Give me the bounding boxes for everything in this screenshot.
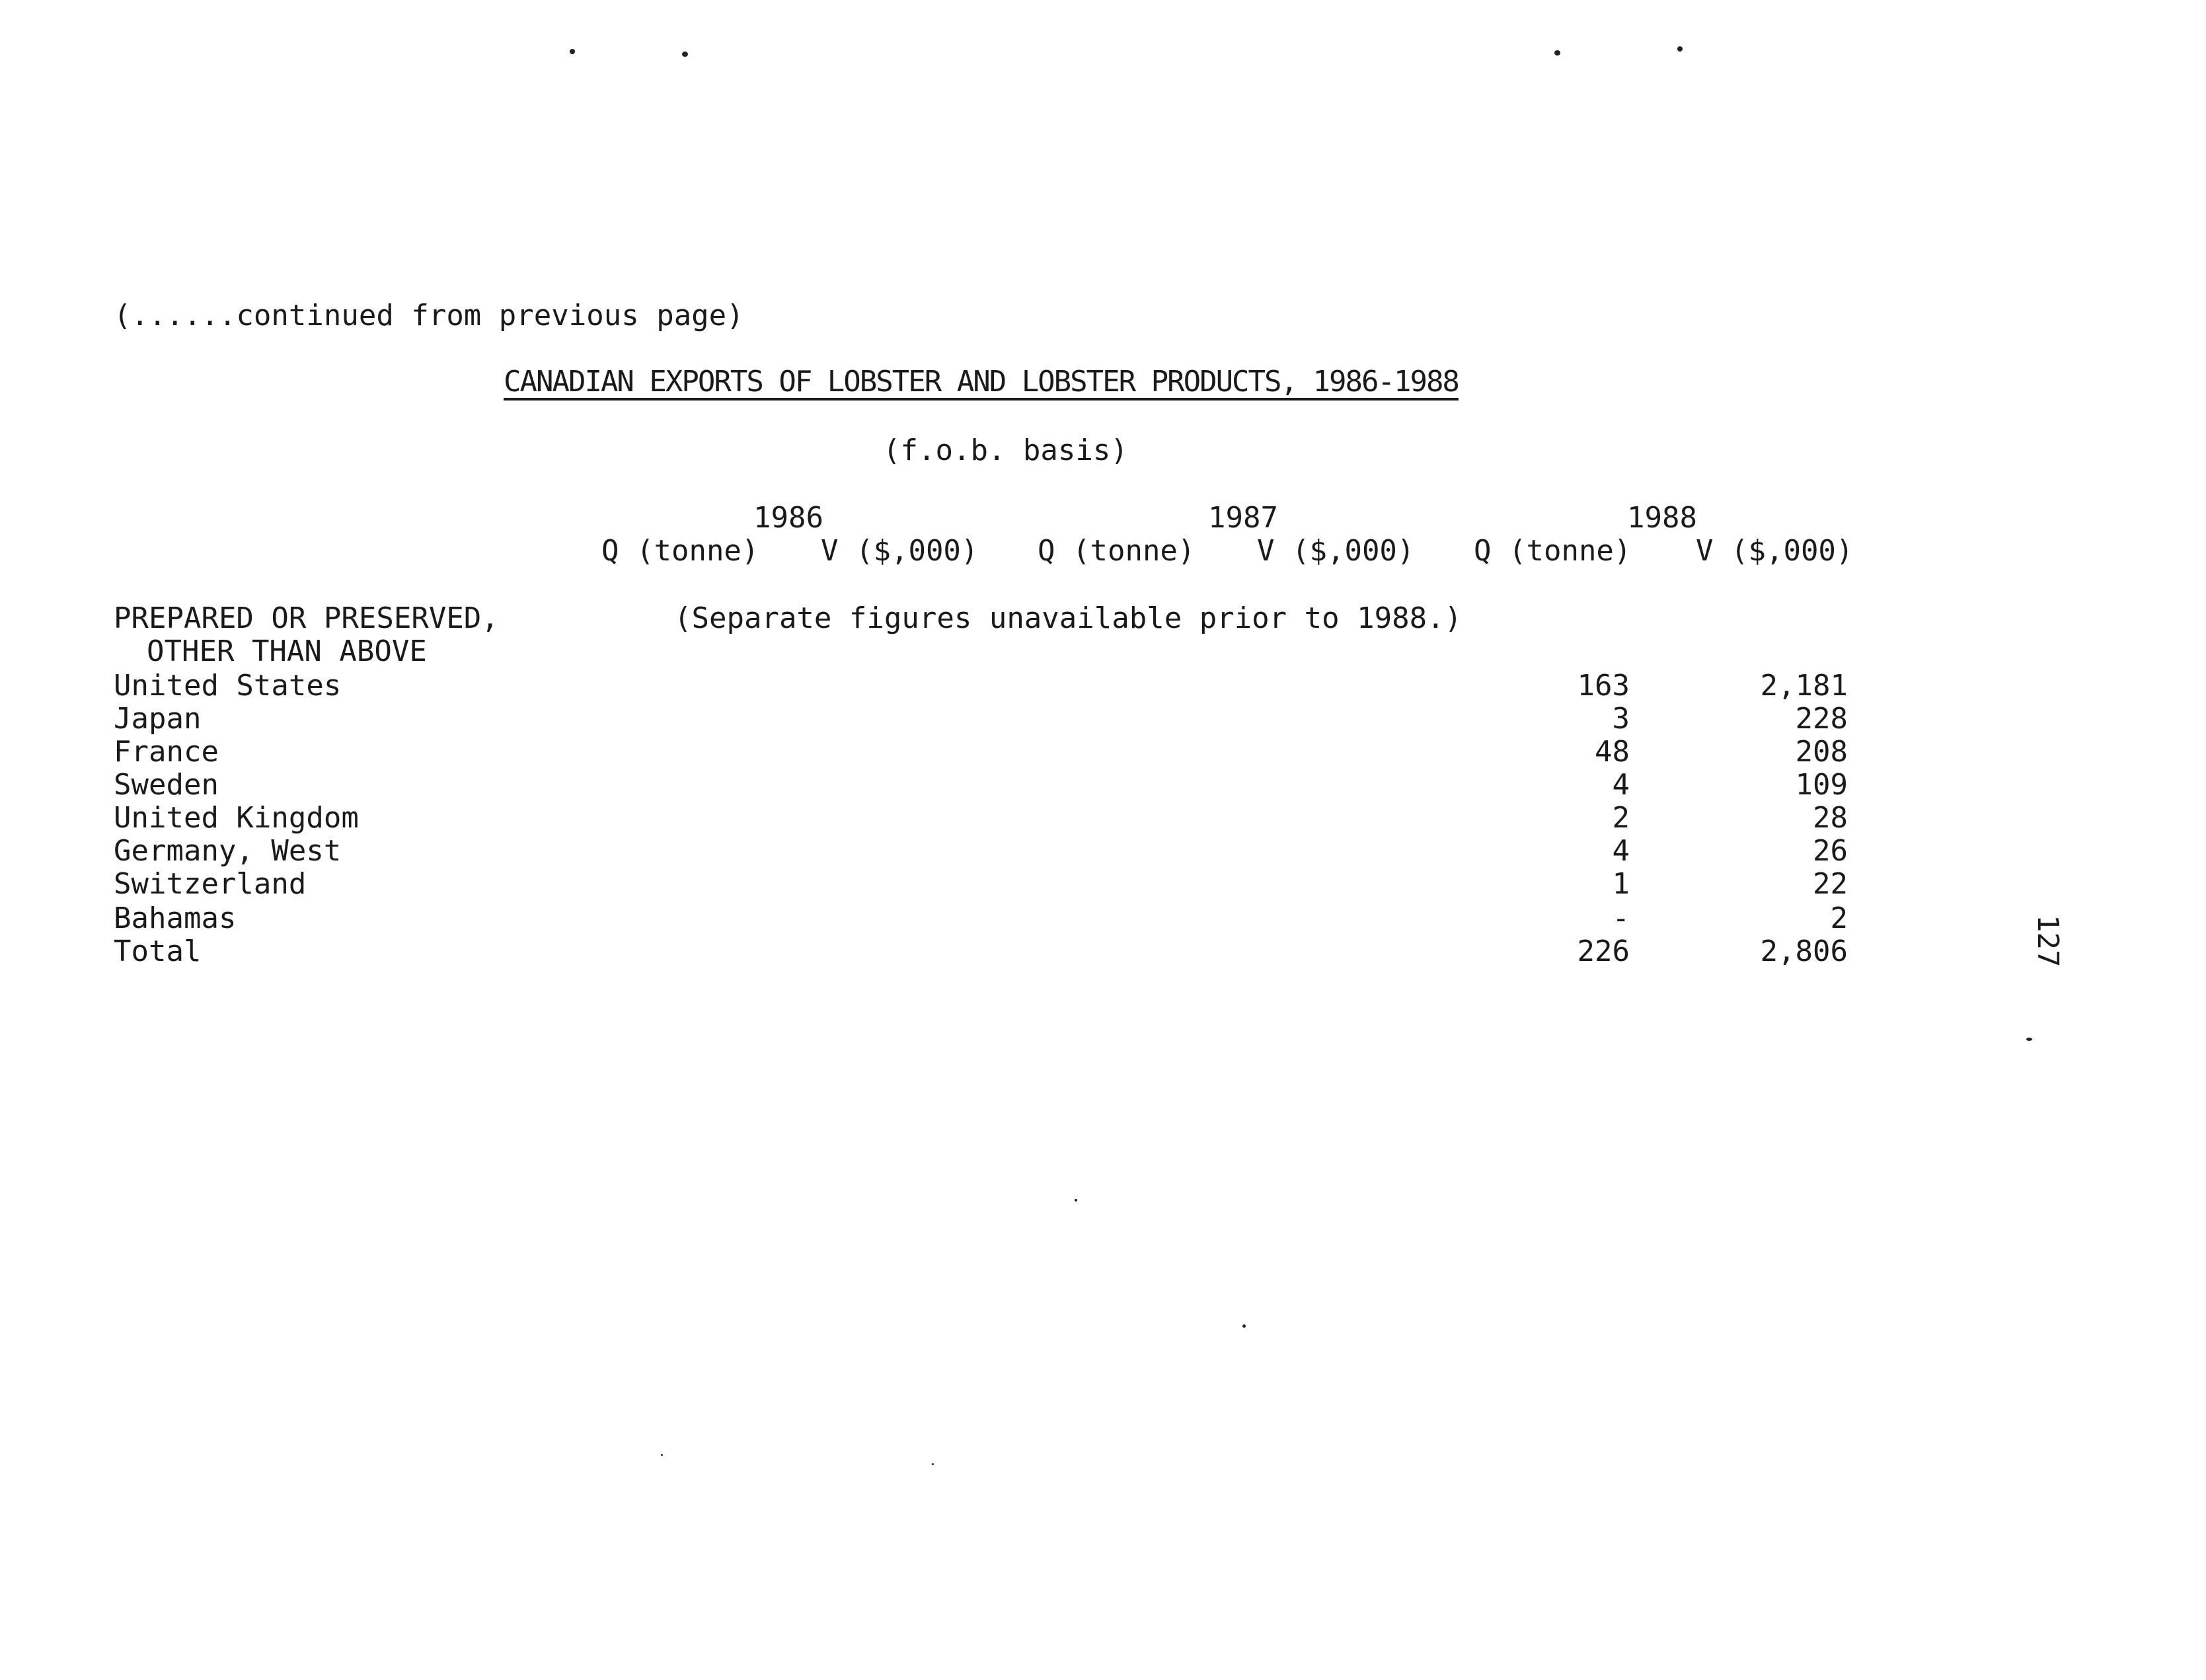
row-q-1988: 1: [1612, 867, 1630, 901]
row-country: Bahamas: [114, 901, 237, 935]
row-q-1988: 4: [1612, 768, 1630, 802]
row-q-1988: 3: [1612, 702, 1630, 736]
col-header-v-1987: V ($,000): [1257, 534, 1415, 568]
row-country: United Kingdom: [114, 801, 359, 835]
section-heading-line-1: PREPARED OR PRESERVED,: [114, 601, 499, 635]
row-country: Switzerland: [114, 867, 307, 901]
table-title: CANADIAN EXPORTS OF LOBSTER AND LOBSTER PRODUCTS, 1986-1988: [504, 365, 1459, 399]
row-q-1988: 163: [1577, 669, 1630, 703]
row-v-1988: 22: [1813, 867, 1848, 901]
col-header-q-1988: Q (tonne): [1474, 534, 1632, 568]
row-q-1988: 2: [1612, 801, 1630, 835]
row-v-1988: 109: [1795, 768, 1848, 802]
row-v-1988: 2: [1830, 901, 1848, 935]
speck: [1554, 50, 1560, 56]
row-v-1988: 26: [1813, 834, 1848, 868]
row-v-1988: 28: [1813, 801, 1848, 835]
table-subtitle: (f.o.b. basis): [883, 434, 1128, 467]
row-country: France: [114, 735, 219, 769]
speck: [932, 1463, 934, 1465]
row-country: Total: [114, 935, 202, 968]
row-v-1988: 228: [1795, 702, 1848, 736]
page-number: 127: [2031, 915, 2065, 968]
row-v-1988: 2,806: [1760, 935, 1848, 968]
continued-note: (......continued from previous page): [114, 299, 744, 332]
row-q-1988: 226: [1577, 935, 1630, 968]
year-header-1987: 1987: [1208, 501, 1278, 535]
row-country: Japan: [114, 702, 202, 736]
row-country: United States: [114, 669, 342, 703]
section-heading-line-2: OTHER THAN ABOVE: [147, 634, 427, 668]
row-q-1988: -: [1612, 901, 1630, 935]
col-header-v-1988: V ($,000): [1696, 534, 1854, 568]
speck: [682, 52, 688, 57]
row-q-1988: 48: [1595, 735, 1630, 769]
section-note: (Separate figures unavailable prior to 1988.): [674, 601, 1463, 635]
col-header-v-1986: V ($,000): [821, 534, 979, 568]
speck: [570, 49, 575, 54]
row-country: Sweden: [114, 768, 219, 802]
col-header-q-1987: Q (tonne): [1038, 534, 1196, 568]
row-v-1988: 2,181: [1760, 669, 1848, 703]
year-header-1988: 1988: [1627, 501, 1697, 535]
year-header-1986: 1986: [753, 501, 823, 535]
row-country: Germany, West: [114, 834, 342, 868]
speck: [1242, 1324, 1246, 1328]
speck: [2026, 1038, 2032, 1041]
speck: [1075, 1199, 1077, 1202]
col-header-q-1986: Q (tonne): [601, 534, 759, 568]
speck: [661, 1454, 663, 1456]
row-q-1988: 4: [1612, 834, 1630, 868]
row-v-1988: 208: [1795, 735, 1848, 769]
speck: [1677, 46, 1683, 52]
